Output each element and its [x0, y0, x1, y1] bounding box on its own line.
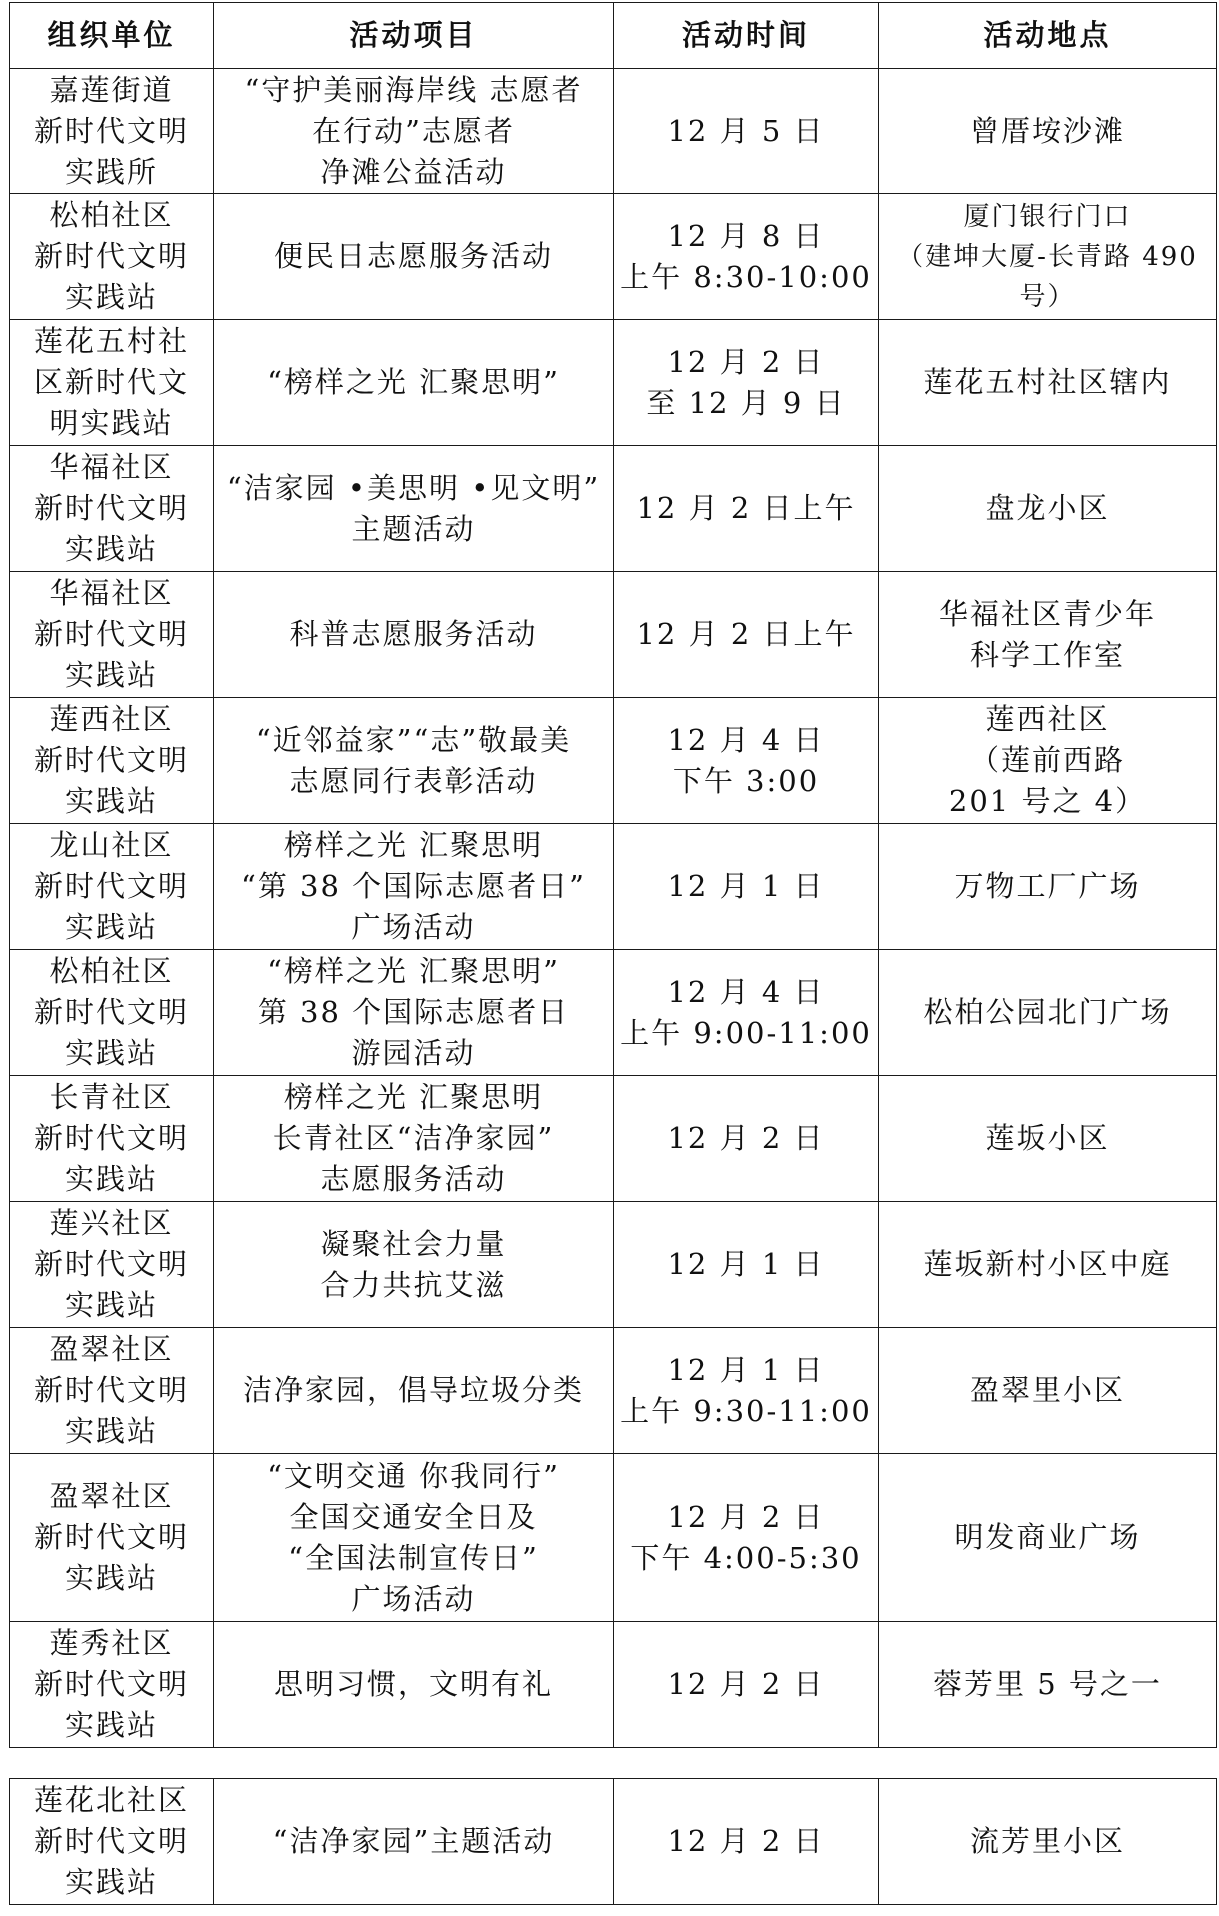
activity-cell: “近邻益家”“志”敬最美 志愿同行表彰活动: [214, 698, 614, 824]
time-cell: 12 月 4 日 下午 3:00: [614, 698, 879, 824]
place-cell: 万物工厂广场: [879, 824, 1217, 950]
org-cell: 松柏社区 新时代文明 实践站: [10, 950, 214, 1076]
table-row: [10, 446, 1217, 572]
activity-cell: “榜样之光 汇聚思明” 第 38 个国际志愿者日 游园活动: [214, 950, 614, 1076]
org-cell: 华福社区 新时代文明 实践站: [10, 446, 214, 572]
org-cell: 莲兴社区 新时代文明 实践站: [10, 1202, 214, 1328]
place-cell: 莲坂小区: [879, 1076, 1217, 1202]
place-cell: 莲西社区 （莲前西路 201 号之 4）: [879, 698, 1217, 824]
time-cell: 12 月 2 日上午: [614, 572, 879, 698]
activity-cell: “文明交通 你我同行” 全国交通安全日及 “全国法制宣传日” 广场活动: [214, 1454, 614, 1622]
activity-cell: “洁净家园”主题活动: [214, 1779, 614, 1905]
time-cell: 12 月 5 日: [614, 69, 879, 194]
time-cell: 12 月 1 日: [614, 824, 879, 950]
table-row: [10, 950, 1217, 1076]
table-header-row: [10, 3, 1217, 69]
place-cell: 莲坂新村小区中庭: [879, 1202, 1217, 1328]
time-cell: 12 月 4 日 上午 9:00-11:00: [614, 950, 879, 1076]
org-cell: 长青社区 新时代文明 实践站: [10, 1076, 214, 1202]
activity-cell: “洁家园 •美思明 •见文明” 主题活动: [214, 446, 614, 572]
activity-schedule-table: [9, 2, 1217, 1748]
header-org: 组织单位: [10, 3, 214, 69]
place-cell: 流芳里小区: [879, 1779, 1217, 1905]
time-cell: 12 月 8 日 上午 8:30-10:00: [614, 194, 879, 320]
place-cell: 莲花五村社区辖内: [879, 320, 1217, 446]
org-cell: 莲秀社区 新时代文明 实践站: [10, 1622, 214, 1748]
time-cell: 12 月 1 日: [614, 1202, 879, 1328]
place-cell: 盈翠里小区: [879, 1328, 1217, 1454]
time-cell: 12 月 2 日上午: [614, 446, 879, 572]
activity-cell: 科普志愿服务活动: [214, 572, 614, 698]
place-cell: 松柏公园北门广场: [879, 950, 1217, 1076]
header-place: 活动地点: [879, 3, 1217, 69]
org-cell: 盈翠社区 新时代文明 实践站: [10, 1454, 214, 1622]
table-row: [10, 1076, 1217, 1202]
header-time: 活动时间: [614, 3, 879, 69]
time-cell: 12 月 2 日: [614, 1076, 879, 1202]
place-cell: 华福社区青少年 科学工作室: [879, 572, 1217, 698]
table-row: [10, 194, 1217, 320]
table-row: [10, 1779, 1217, 1905]
activity-cell: “守护美丽海岸线 志愿者 在行动”志愿者 净滩公益活动: [214, 69, 614, 194]
table-row: [10, 1454, 1217, 1622]
activity-cell: 思明习惯，文明有礼: [214, 1622, 614, 1748]
table-row: [10, 572, 1217, 698]
org-cell: 嘉莲街道 新时代文明 实践所: [10, 69, 214, 194]
org-cell: 龙山社区 新时代文明 实践站: [10, 824, 214, 950]
table-row: [10, 1202, 1217, 1328]
org-cell: 莲西社区 新时代文明 实践站: [10, 698, 214, 824]
org-cell: 莲花五村社 区新时代文 明实践站: [10, 320, 214, 446]
activity-cell: 凝聚社会力量 合力共抗艾滋: [214, 1202, 614, 1328]
table-row: [10, 320, 1217, 446]
time-cell: 12 月 1 日 上午 9:30-11:00: [614, 1328, 879, 1454]
activity-cell: “榜样之光 汇聚思明”: [214, 320, 614, 446]
org-cell: 莲花北社区 新时代文明 实践站: [10, 1779, 214, 1905]
place-cell: 蓉芳里 5 号之一: [879, 1622, 1217, 1748]
org-cell: 华福社区 新时代文明 实践站: [10, 572, 214, 698]
org-cell: 松柏社区 新时代文明 实践站: [10, 194, 214, 320]
time-cell: 12 月 2 日: [614, 1779, 879, 1905]
place-cell: 厦门银行门口 （建坤大厦-长青路 490 号）: [879, 194, 1217, 320]
time-cell: 12 月 2 日: [614, 1622, 879, 1748]
table-row: [10, 1622, 1217, 1748]
place-cell: 曾厝垵沙滩: [879, 69, 1217, 194]
place-cell: 盘龙小区: [879, 446, 1217, 572]
time-cell: 12 月 2 日 下午 4:00-5:30: [614, 1454, 879, 1622]
place-cell: 明发商业广场: [879, 1454, 1217, 1622]
header-activity: 活动项目: [214, 3, 614, 69]
activity-cell: 便民日志愿服务活动: [214, 194, 614, 320]
table-row: [10, 1328, 1217, 1454]
activity-cell: 榜样之光 汇聚思明 长青社区“洁净家园” 志愿服务活动: [214, 1076, 614, 1202]
table-row: [10, 698, 1217, 824]
activity-cell: 洁净家园，倡导垃圾分类: [214, 1328, 614, 1454]
time-cell: 12 月 2 日 至 12 月 9 日: [614, 320, 879, 446]
table-row: [10, 69, 1217, 194]
continuation-table: [9, 1778, 1217, 1905]
org-cell: 盈翠社区 新时代文明 实践站: [10, 1328, 214, 1454]
table-row: [10, 824, 1217, 950]
activity-cell: 榜样之光 汇聚思明 “第 38 个国际志愿者日” 广场活动: [214, 824, 614, 950]
